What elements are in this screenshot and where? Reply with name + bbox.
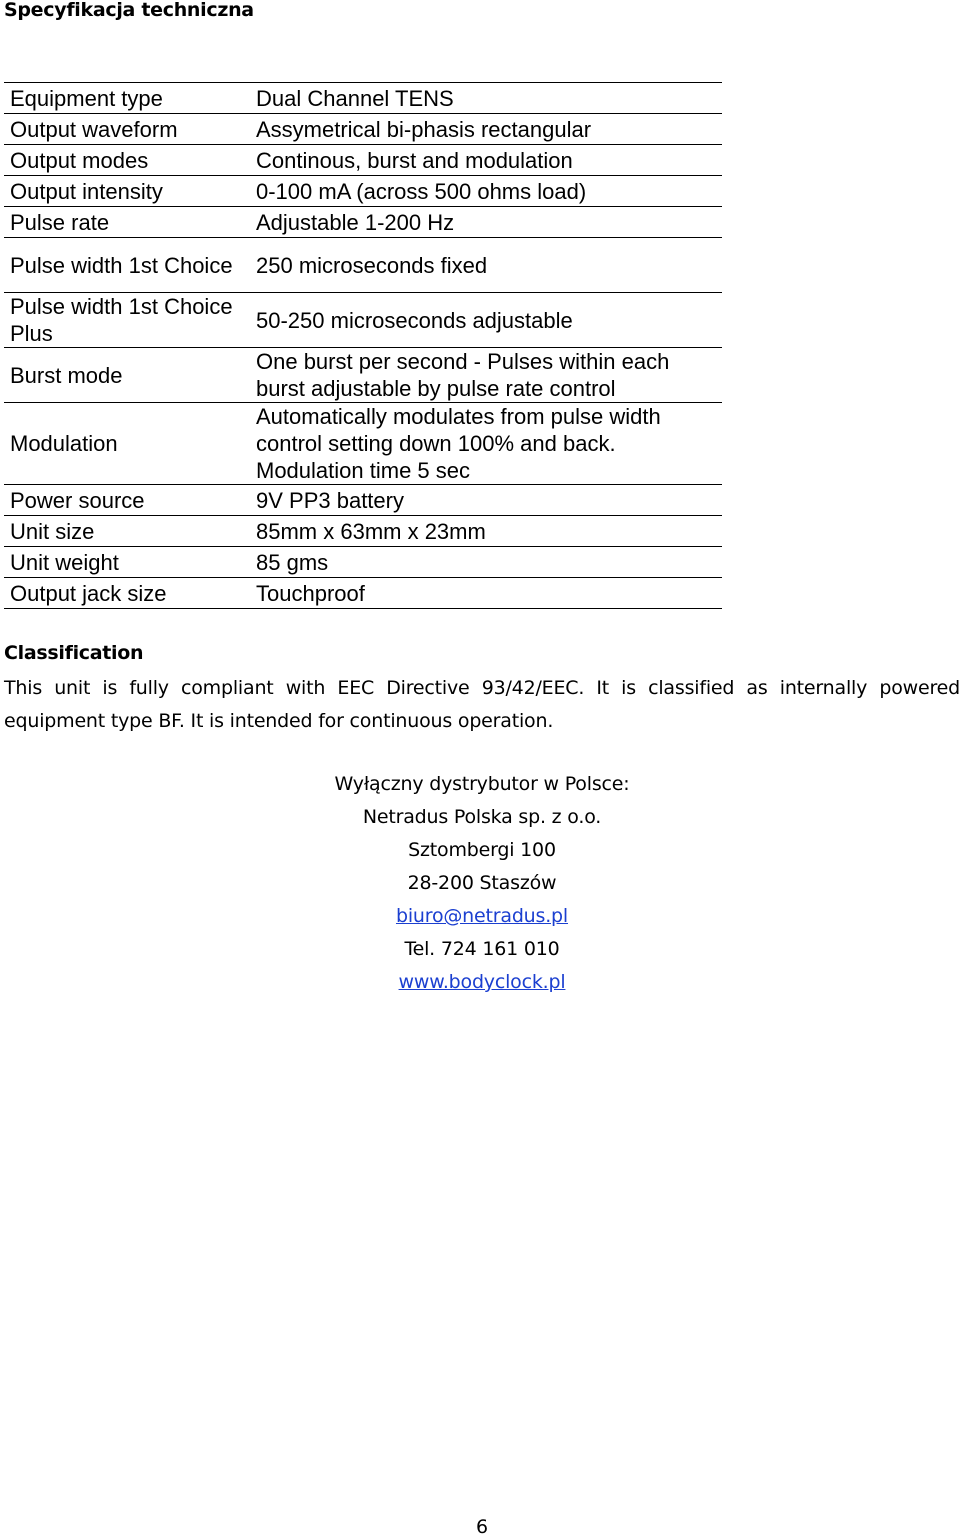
table-row bbox=[4, 293, 722, 348]
table-row bbox=[4, 207, 722, 238]
street-address: Sztombergi 100 bbox=[408, 839, 556, 861]
table-row bbox=[4, 348, 722, 403]
page-number: 6 bbox=[475, 1516, 489, 1538]
spec-label: Output intensity bbox=[4, 176, 250, 207]
classification-text: This unit is fully compliant with EEC Directive 93/42/EEC. It is classified as internally powered equipment type BF. It is intended for continuous operation. bbox=[4, 677, 960, 732]
spec-label: Power source bbox=[4, 485, 250, 516]
spec-value: Continous, burst and modulation bbox=[250, 145, 722, 176]
spec-label: Unit size bbox=[4, 516, 250, 547]
spec-label: Burst mode bbox=[4, 348, 250, 403]
distributor-contact bbox=[0, 768, 960, 999]
spec-label: Pulse width 1st Choice bbox=[4, 238, 250, 293]
spec-value: 85 gms bbox=[250, 547, 722, 578]
phone-number: Tel. 724 161 010 bbox=[404, 938, 560, 960]
spec-value: 9V PP3 battery bbox=[250, 485, 722, 516]
table-row bbox=[4, 516, 722, 547]
spec-table bbox=[4, 82, 722, 609]
page-heading: Specyfikacja techniczna bbox=[4, 0, 254, 21]
spec-value: 85mm x 63mm x 23mm bbox=[250, 516, 722, 547]
spec-value: 0-100 mA (across 500 ohms load) bbox=[250, 176, 722, 207]
table-row bbox=[4, 83, 722, 114]
table-row bbox=[4, 176, 722, 207]
spec-label: Modulation bbox=[4, 403, 250, 485]
spec-label: Pulse width 1st Choice Plus bbox=[4, 293, 250, 348]
table-row bbox=[4, 114, 722, 145]
classification-title: Classification bbox=[4, 642, 144, 664]
spec-label: Equipment type bbox=[4, 83, 250, 114]
table-row bbox=[4, 547, 722, 578]
table-row bbox=[4, 485, 722, 516]
spec-value: One burst per second - Pulses within each burst adjustable by pulse rate control bbox=[250, 348, 722, 403]
spec-value: 250 microseconds fixed bbox=[250, 238, 722, 293]
spec-value: Adjustable 1-200 Hz bbox=[250, 207, 722, 238]
spec-label: Pulse rate bbox=[4, 207, 250, 238]
table-row bbox=[4, 578, 722, 609]
distributor-heading: Wyłączny dystrybutor w Polsce: bbox=[334, 773, 630, 795]
company-name: Netradus Polska sp. z o.o. bbox=[362, 806, 602, 828]
spec-label: Output modes bbox=[4, 145, 250, 176]
website-link[interactable]: www.bodyclock.pl bbox=[398, 971, 566, 993]
spec-label: Output waveform bbox=[4, 114, 250, 145]
spec-label: Unit weight bbox=[4, 547, 250, 578]
spec-label: Output jack size bbox=[4, 578, 250, 609]
spec-value: Dual Channel TENS bbox=[250, 83, 722, 114]
spec-value: 50-250 microseconds adjustable bbox=[250, 293, 722, 348]
table-row bbox=[4, 238, 722, 293]
spec-value: Touchproof bbox=[250, 578, 722, 609]
spec-value: Automatically modulates from pulse width control setting down 100% and back. Modulation time 5 sec bbox=[250, 403, 722, 485]
table-row bbox=[4, 145, 722, 176]
table-row bbox=[4, 403, 722, 485]
email-link[interactable]: biuro@netradus.pl bbox=[395, 905, 569, 927]
postal-address: 28-200 Staszów bbox=[407, 872, 557, 894]
spec-value: Assymetrical bi-phasis rectangular bbox=[250, 114, 722, 145]
